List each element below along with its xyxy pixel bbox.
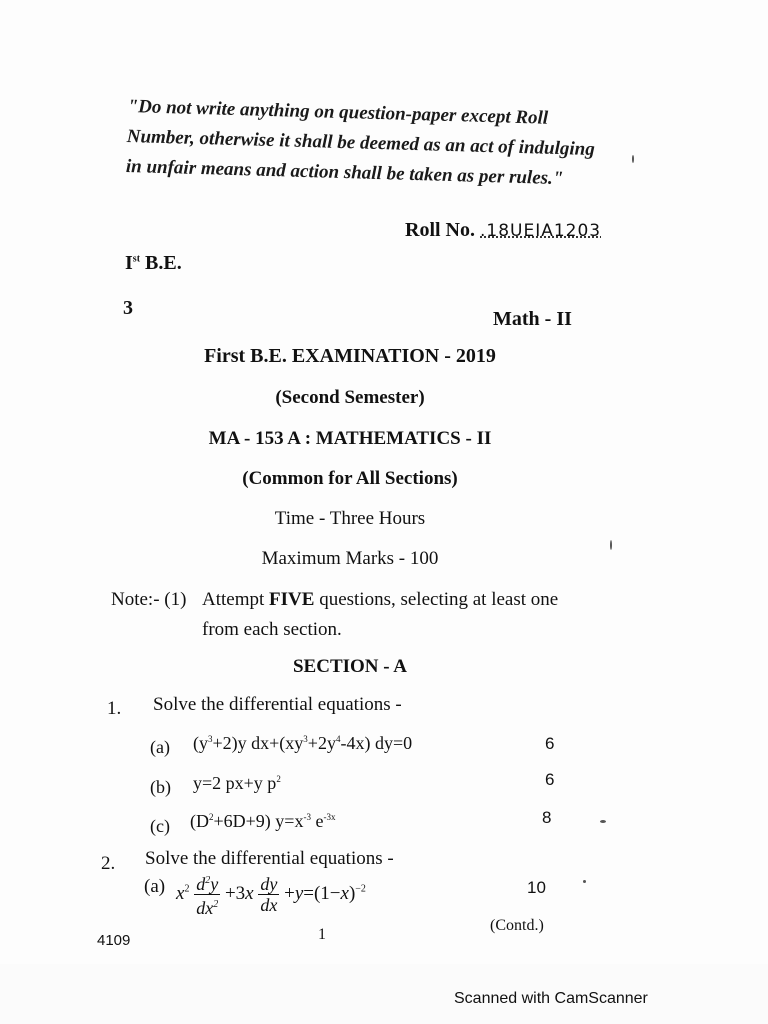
note-bold: FIVE <box>269 589 315 610</box>
q2-number: 2. <box>101 853 116 874</box>
q2a-equation: $x^2$ $\frac{d^2y}{dx^2}$ +3x $\frac{dy}{dx}$ $+y=(1-x)^{-2}$ <box>176 871 366 918</box>
semester: (Second Semester) <box>275 387 425 408</box>
section-heading: SECTION - A <box>292 656 408 677</box>
q1b-equation: y=2 px+y $p^2$ <box>193 773 281 793</box>
note-line-2: from each section. <box>202 619 342 640</box>
q1c-marks: 8 <box>542 808 552 827</box>
note-line-1 <box>202 589 558 611</box>
scan-speck <box>632 155 634 163</box>
paper-code: 4109 <box>97 932 131 949</box>
max-marks: Maximum Marks - 100 <box>261 548 439 569</box>
camscanner-watermark: Scanned with CamScanner <box>454 990 648 1007</box>
q1c-equation: $(D^2+6D+9)$ $y=x^{-3}$ $e^{-3x}$ <box>190 811 336 831</box>
q1b-marks: 6 <box>545 770 555 789</box>
set-number: 3 <box>123 297 133 319</box>
scan-speck <box>583 880 586 883</box>
contd-label: (Contd.) <box>490 917 544 934</box>
q1c-label: (c) <box>150 816 170 836</box>
class-sup: st <box>132 253 141 265</box>
page-number: 1 <box>318 926 326 943</box>
class-rest: B.E. <box>140 252 182 274</box>
scan-speck <box>610 540 612 550</box>
roll-number <box>405 219 601 242</box>
roll-label: Roll No. <box>405 219 475 241</box>
time-allowed: Time - Three Hours <box>274 508 426 529</box>
class-base: I <box>125 252 133 274</box>
q1-text: Solve the differential equations - <box>153 694 402 715</box>
q1b-label: (b) <box>150 777 171 797</box>
common-note: (Common for All Sections) <box>242 468 458 489</box>
note-label: Note:- (1) <box>111 589 187 610</box>
q1-number: 1. <box>107 698 122 719</box>
scan-speck <box>600 820 606 823</box>
q1a-equation: $(y^3+2)y$ $dx+(xy^3+2y^4-4x)$ dy=0 <box>193 733 413 753</box>
q1a-marks: 6 <box>545 734 555 753</box>
note-post: questions, selecting at least one <box>314 589 559 610</box>
scanner-footer <box>0 964 768 1024</box>
subject-short: Math - II <box>493 308 572 330</box>
q1a-label: (a) <box>150 737 170 757</box>
q2a-label: (a) <box>144 876 166 897</box>
note-pre: Attempt <box>202 589 270 610</box>
roll-value: .18UEIA1203 <box>480 221 602 241</box>
q2-text: Solve the differential equations - <box>145 848 394 869</box>
disclaimer-text: "Do not write anything on question-paper except Roll Number, otherwise it shall be deemed as an act of indulging in unfair means and action shall be taken as per rules." <box>125 95 596 190</box>
q2a-marks: 10 <box>527 878 546 897</box>
class-label <box>125 252 182 275</box>
course-title: MA - 153 A : MATHEMATICS - II <box>208 428 492 449</box>
exam-title: First B.E. EXAMINATION - 2019 <box>204 345 496 367</box>
